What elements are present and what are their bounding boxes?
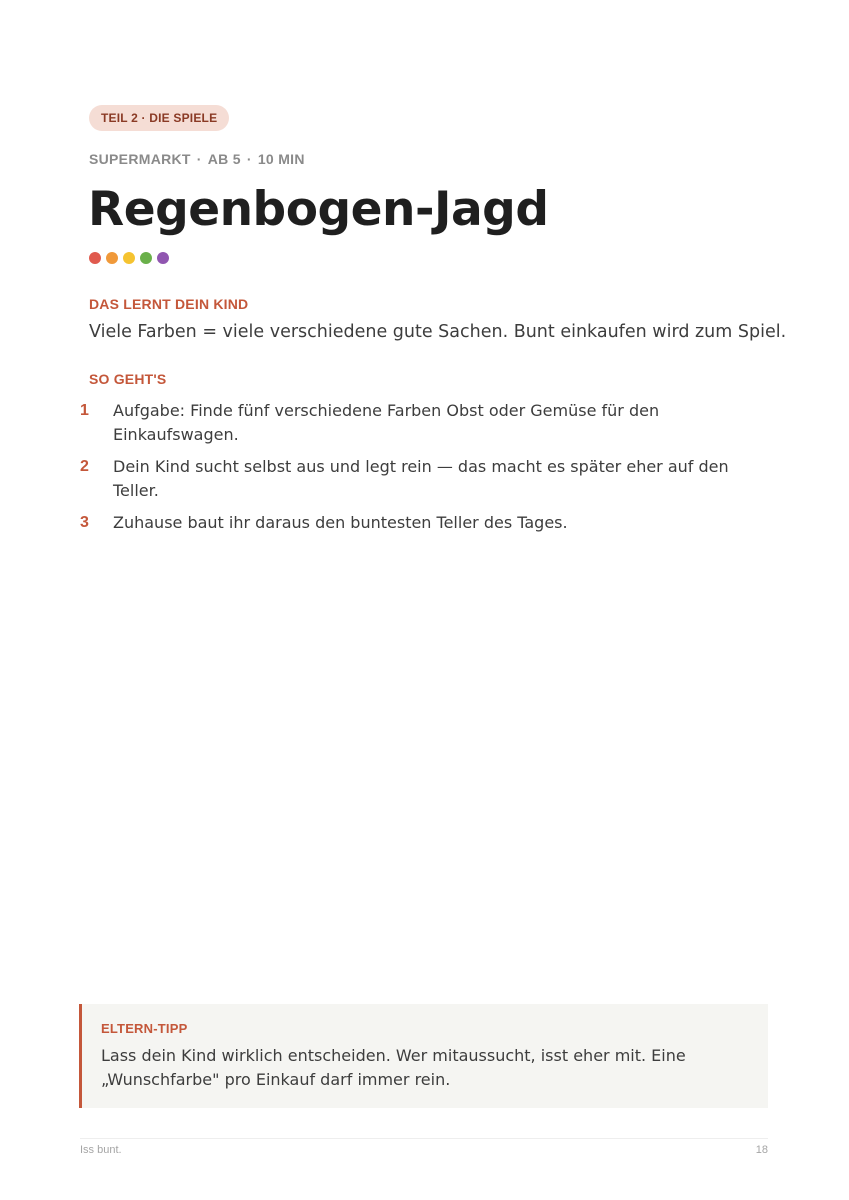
step-text: Aufgabe: Finde fünf verschiedene Farben Obst oder Gemüse für den Einkaufswagen. xyxy=(113,401,660,444)
chapter-badge: TEIL 2 · DIE SPIELE xyxy=(89,105,229,131)
color-dot-green xyxy=(140,252,152,264)
color-dot-orange xyxy=(106,252,118,264)
step-number: 3 xyxy=(80,514,89,531)
color-dot-red xyxy=(89,252,101,264)
color-dot-yellow xyxy=(123,252,135,264)
step-number: 2 xyxy=(80,458,89,475)
list-item xyxy=(80,511,770,535)
parent-tip-box xyxy=(79,1004,768,1108)
step-number: 1 xyxy=(80,402,89,419)
step-text: Dein Kind sucht selbst aus und legt rein — das macht es später eher auf den Teller. xyxy=(113,457,729,500)
tip-text: Lass dein Kind wirklich entscheiden. Wer mitaussucht, isst eher mit. Eine „Wunschfarbe" pro Einkauf darf immer rein. xyxy=(101,1046,686,1089)
rainbow-dots xyxy=(89,252,169,264)
meta-age: AB 5 xyxy=(207,151,241,167)
page-title: Regenbogen-Jagd xyxy=(88,182,549,237)
meta-location: SUPERMARKT xyxy=(89,151,191,167)
learn-label: DAS LERNT DEIN KIND xyxy=(89,296,249,312)
tip-label: ELTERN-TIPP xyxy=(101,1021,188,1036)
list-item xyxy=(80,455,770,503)
how-label: SO GEHT'S xyxy=(89,371,167,387)
footer-book-title: Iss bunt. xyxy=(80,1144,122,1156)
step-text: Zuhause baut ihr daraus den buntesten Teller des Tages. xyxy=(113,513,568,532)
footer-divider xyxy=(80,1138,768,1139)
color-dot-purple xyxy=(157,252,169,264)
page-number: 18 xyxy=(755,1144,768,1156)
learn-text: Viele Farben = viele verschiedene gute Sachen. Bunt einkaufen wird zum Spiel. xyxy=(89,322,787,342)
list-item xyxy=(80,399,770,447)
game-meta: SUPERMARKT · AB 5 · 10 MIN xyxy=(89,151,305,167)
meta-duration: 10 MIN xyxy=(257,151,305,167)
steps-list xyxy=(80,399,770,543)
